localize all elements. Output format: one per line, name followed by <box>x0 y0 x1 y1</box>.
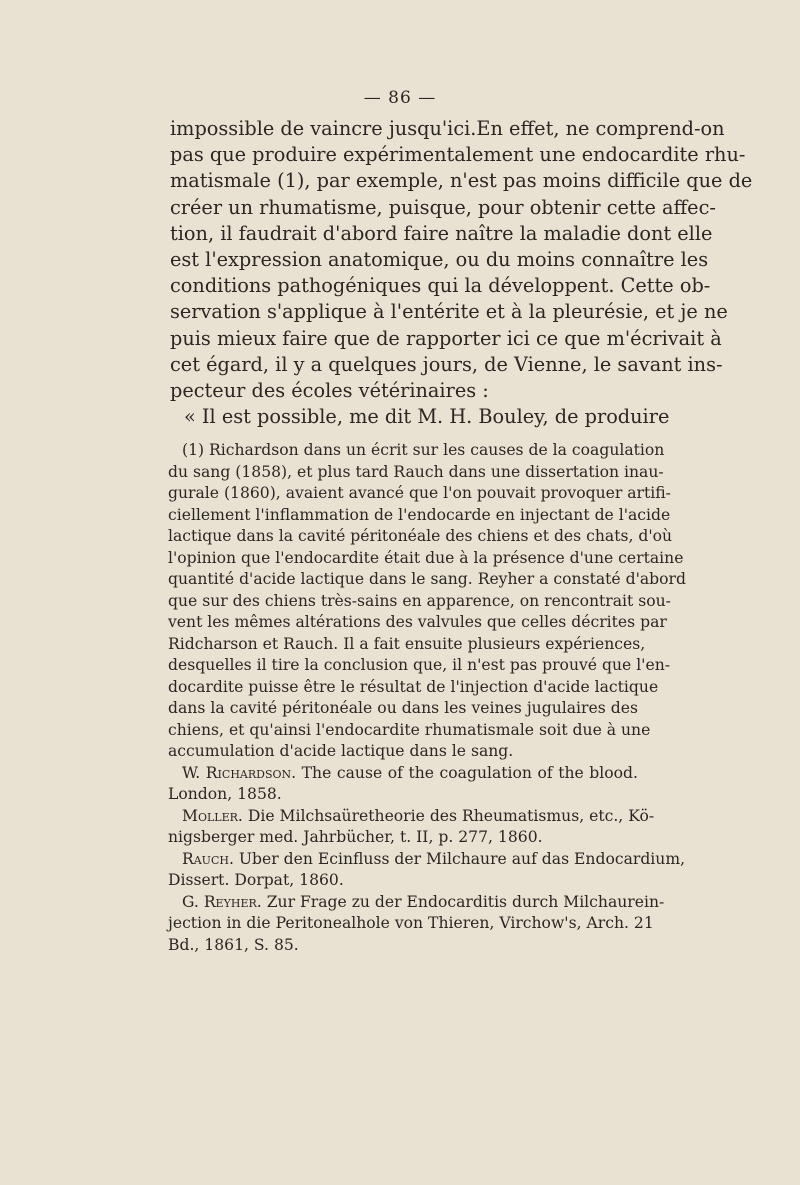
footnote-line: lactique dans la cavité péritonéale des chiens et des chats, d'où <box>168 527 673 545</box>
footnote-line: chiens, et qu'ainsi l'endocardite rhumatismale soit due à une <box>168 720 651 739</box>
reference-text: Uber den Ecinfluss der Milchaure auf das Endocardium, <box>238 849 686 868</box>
main-line: puis mieux faire que de rapporter ici ce que m'écrivait à <box>170 326 722 350</box>
main-line: pas que produire expérimentalement une endocardite rhu- <box>170 143 746 167</box>
footnote-line: vent les mêmes altérations des valvules que celles décrites par <box>168 613 667 631</box>
footnote-line: accumulation d'acide lactique dans le sang. <box>168 742 514 760</box>
page-number: — 86 — <box>363 88 437 108</box>
footnote-line: du sang (1858), et plus tard Rauch dans une dissertation inau- <box>168 462 664 481</box>
reference-author: W. Richardson. <box>182 763 297 782</box>
reference-text: London, 1858. <box>168 785 282 803</box>
reference-text: jection in die Peritonealhole von Thieren, Virchow's, Arch. 21 <box>168 914 654 932</box>
footnote-line: desquelles il tire la conclusion que, il n'est pas prouvé que l'en- <box>168 656 671 674</box>
main-line: est l'expression anatomique, ou du moins connaître les <box>170 248 709 272</box>
main-line: servation s'applique à l'entérite et à la pleurésie, et je ne <box>170 300 728 324</box>
reference-author: G. Reyher. <box>182 892 262 911</box>
reference-text: nigsberger med. Jahrbücher, t. II, p. 277, 1860. <box>168 828 543 846</box>
reference-richardson <box>168 763 638 806</box>
reference-author: Rauch. <box>182 849 234 868</box>
main-line: conditions pathogéniques qui la développent. Cette ob- <box>170 274 711 298</box>
main-line: pecteur des écoles vétérinaires : <box>170 379 489 403</box>
main-line: créer un rhumatisme, puisque, pour obtenir cette affec- <box>170 195 716 219</box>
reference-text: Bd., 1861, S. 85. <box>168 935 299 954</box>
footnote-line: que sur des chiens très-sains en apparence, on rencontrait sou- <box>168 591 671 610</box>
reference-text: The cause of the coagulation of the blood. <box>301 763 638 782</box>
reference-text: Zur Frage zu der Endocarditis durch Milchaurein- <box>266 892 665 911</box>
footnote-line: ciellement l'inflammation de l'endocarde en injectant de l'acide <box>168 505 671 524</box>
reference-reyher <box>168 892 665 957</box>
footnote <box>168 440 686 956</box>
main-line: cet égard, il y a quelques jours, de Vienne, le savant ins- <box>170 352 723 376</box>
footnote-line: l'opinion que l'endocardite était due à la présence d'une certaine <box>168 548 684 567</box>
reference-moller <box>168 806 655 849</box>
footnote-line: docardite puisse être le résultat de l'injection d'acide lactique <box>168 677 659 696</box>
footnote-line: quantité d'acide lactique dans le sang. Reyher a constaté d'abord <box>168 570 686 588</box>
reference-rauch <box>168 849 686 892</box>
main-line: impossible de vaincre jusqu'ici.En effet, ne comprend-on <box>170 117 725 140</box>
main-line: matismale (1), par exemple, n'est pas moins difficile que de <box>170 169 753 193</box>
reference-text: Die Milchsaüretheorie des Rheumatismus, etc., Kö- <box>247 806 655 825</box>
footnote-line: Ridcharson et Rauch. Il a fait ensuite plusieurs expériences, <box>168 634 646 653</box>
footnote-line: dans la cavité péritonéale ou dans les veines jugulaires des <box>168 699 638 717</box>
footnote-line: gurale (1860), avaient avancé que l'on pouvait provoquer artifi- <box>168 484 671 502</box>
main-line: tion, il faudrait d'abord faire naître la maladie dont elle <box>170 221 713 245</box>
main-line: « Il est possible, me dit M. H. Bouley, de produire <box>184 405 670 429</box>
reference-text: Dissert. Dorpat, 1860. <box>168 871 344 889</box>
main-text <box>170 116 753 430</box>
footnote-line: (1) Richardson dans un écrit sur les causes de la coagulation <box>182 441 665 459</box>
reference-author: Moller. <box>182 806 243 825</box>
